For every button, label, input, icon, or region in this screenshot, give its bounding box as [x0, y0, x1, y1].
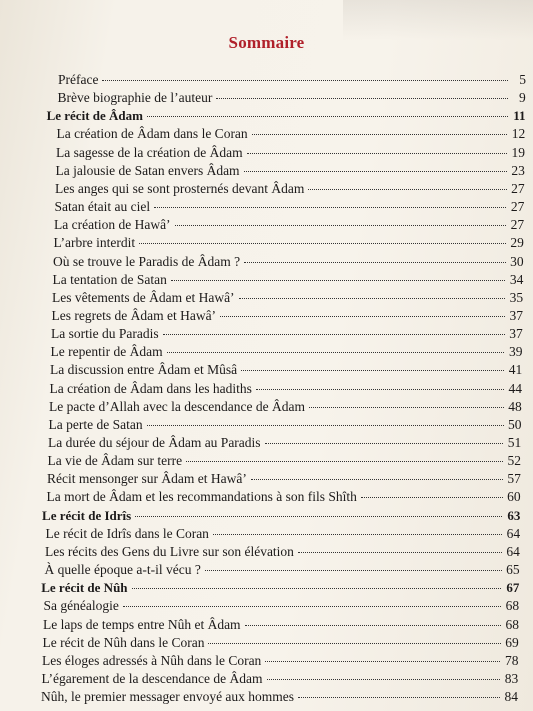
toc-entry-label: Nûh, le premier messager envoyé aux hommes	[41, 689, 295, 705]
dot-leader	[123, 606, 501, 607]
dot-leader	[102, 80, 508, 81]
toc-entry-label: Le pacte d’Allah avec la descendance de Âdam	[49, 398, 305, 414]
toc-entry-label: La perte de Satan	[48, 416, 143, 432]
dot-leader	[147, 116, 508, 117]
dot-leader	[213, 534, 502, 535]
toc-entry-label: La vie de Âdam sur terre	[47, 453, 183, 469]
toc-page-number: 68	[505, 616, 519, 632]
toc-page-number: 5	[519, 72, 526, 87]
toc-entry-label: Préface	[58, 72, 99, 87]
toc-page-number: 11	[513, 108, 526, 124]
dot-leader	[244, 262, 506, 263]
dot-leader	[208, 643, 500, 644]
toc-page-number: 39	[508, 344, 523, 360]
dot-leader	[163, 334, 505, 335]
toc-page-number: 64	[506, 543, 520, 559]
toc-entry-label: La durée du séjour de Âdam au Paradis	[48, 435, 261, 450]
toc-item	[48, 453, 522, 471]
toc-page-number: 50	[508, 416, 522, 432]
dot-leader	[186, 461, 503, 462]
toc-entry-label: Récit mensonger sur Âdam et Hawâ’	[47, 471, 247, 487]
toc-entry-label: Où se trouve le Paradis de Âdam ?	[53, 253, 241, 269]
toc-page-number: 35	[509, 289, 524, 305]
toc-entry-label: Les récits des Gens du Livre sur son élévation	[45, 543, 294, 559]
toc-item	[48, 435, 521, 453]
toc-entry-label: La discussion entre Âdam et Mûsâ	[50, 362, 238, 378]
dot-leader	[267, 679, 501, 680]
toc-page-number: 57	[507, 471, 521, 487]
toc-page-number: 19	[511, 144, 526, 160]
dot-leader	[154, 207, 506, 208]
toc-item	[52, 308, 523, 326]
toc-item	[58, 90, 526, 108]
toc-entry-label: Sa généalogie	[43, 598, 119, 614]
toc-item	[55, 181, 525, 199]
toc-entry-label: Les regrets de Âdam et Hawâ’	[51, 307, 217, 323]
dot-leader	[239, 298, 506, 299]
toc-page-number: 65	[506, 562, 520, 578]
toc-entry-label: Le récit de Idrîs	[42, 507, 132, 523]
toc-page-number: 68	[505, 598, 520, 614]
dot-leader	[167, 352, 505, 353]
toc-item	[51, 344, 523, 362]
dot-leader	[309, 407, 504, 408]
toc-item	[58, 72, 526, 90]
dot-leader	[244, 171, 507, 172]
dot-leader	[220, 316, 505, 317]
toc-item	[51, 326, 523, 344]
dot-leader	[252, 134, 508, 135]
toc-entry-label: La création de Hawâ’	[54, 217, 171, 233]
toc-item	[41, 689, 518, 707]
toc-page-number: 9	[519, 90, 526, 106]
dot-leader	[132, 588, 502, 589]
toc-entry-label: L’arbre interdit	[53, 235, 136, 251]
toc-page-number: 23	[511, 162, 525, 178]
dot-leader	[265, 443, 504, 444]
toc-item	[47, 489, 521, 507]
toc-entry-label: Les vêtements de Âdam et Hawâ’	[52, 289, 235, 305]
dot-leader	[256, 389, 504, 390]
dot-leader	[308, 189, 506, 190]
toc-entry-label: L’égarement de la descendance de Âdam	[41, 670, 263, 686]
dot-leader	[139, 243, 506, 244]
toc-item	[47, 471, 521, 489]
toc-page-number: 78	[504, 652, 519, 668]
toc-page-number: 63	[507, 507, 521, 523]
dot-leader	[298, 697, 500, 698]
toc-page-number: 30	[510, 253, 524, 269]
toc-page-number: 44	[508, 380, 522, 396]
toc-entry-label: Le récit de Âdam	[46, 108, 143, 124]
toc-item	[42, 653, 518, 671]
toc-entry-label: La tentation de Satan	[52, 271, 167, 287]
toc-item	[45, 562, 520, 580]
toc-entry-label: La création de Âdam dans les hadiths	[49, 380, 252, 396]
toc-page-number: 12	[511, 126, 526, 142]
toc-item	[55, 199, 525, 217]
toc-item	[57, 126, 526, 144]
dot-leader	[265, 661, 500, 662]
toc-item	[56, 145, 525, 163]
toc-page-number: 37	[509, 326, 523, 342]
dot-leader	[171, 280, 506, 281]
toc-item	[49, 399, 522, 417]
toc-entry-label: Brève biographie de l’auteur	[57, 90, 213, 106]
toc-page-number: 67	[506, 580, 520, 596]
toc-item	[43, 617, 519, 635]
dot-leader	[241, 370, 504, 371]
toc-page-number: 51	[507, 435, 522, 450]
toc-item	[53, 254, 524, 272]
toc-page-number: 27	[510, 217, 525, 233]
toc-entry-label: Satan était au ciel	[54, 199, 151, 215]
toc-page-number: 64	[506, 525, 521, 541]
dot-leader	[147, 425, 504, 426]
toc-item	[54, 235, 524, 253]
toc-page-number: 41	[508, 362, 523, 378]
toc-page-number: 60	[507, 489, 521, 505]
dot-leader	[245, 625, 501, 626]
dot-leader	[298, 552, 502, 553]
toc-item	[43, 635, 519, 653]
toc-page-number: 27	[511, 180, 525, 196]
toc-section	[47, 108, 526, 126]
toc-entry-label: Le récit de Nûh	[41, 580, 128, 596]
toc-entry-label: À quelle époque a-t-il vécu ?	[44, 562, 201, 578]
toc-entry-label: La création de Âdam dans le Coran	[56, 126, 248, 142]
dot-leader	[251, 479, 503, 480]
toc-item	[45, 544, 520, 562]
toc-item	[46, 526, 521, 544]
dot-leader	[247, 153, 507, 154]
toc-entry-label: La mort de Âdam et les recommandations à son fils Shîth	[46, 489, 357, 505]
toc-page-number: 84	[504, 689, 518, 705]
toc-page-number: 27	[510, 199, 525, 215]
toc-item	[53, 272, 524, 290]
toc-section	[41, 580, 519, 598]
toc-entry-label: Le récit de Idrîs dans le Coran	[45, 525, 209, 541]
toc-item	[42, 671, 519, 689]
dot-leader	[135, 516, 502, 517]
toc-item	[56, 163, 525, 181]
toc-entry-label: La sagesse de la création de Âdam	[56, 144, 243, 160]
toc-entry-label: La sortie du Paradis	[51, 326, 159, 342]
toc-item	[49, 417, 522, 435]
toc-item	[50, 381, 523, 399]
dot-leader	[216, 98, 507, 99]
toc-item	[50, 362, 522, 380]
toc-page-number: 48	[508, 398, 522, 414]
dot-leader	[175, 225, 507, 226]
toc-item	[52, 290, 523, 308]
toc-page-number: 29	[510, 235, 524, 251]
toc-page-number: 37	[509, 307, 523, 323]
toc-item	[44, 598, 520, 616]
toc-page-number: 34	[509, 271, 524, 287]
toc-page-number: 52	[507, 453, 522, 469]
toc-page-number: 83	[504, 670, 519, 686]
toc-entry-label: La jalousie de Satan envers Âdam	[55, 162, 240, 178]
dot-leader	[205, 570, 502, 571]
toc-section	[42, 508, 520, 526]
toc-entry-label: Le laps de temps entre Nûh et Âdam	[43, 616, 241, 632]
toc-item	[54, 217, 524, 235]
toc-entry-label: Le repentir de Âdam	[50, 344, 163, 360]
toc-page-number: 69	[505, 634, 519, 650]
toc-entry-label: Le récit de Nûh dans le Coran	[42, 634, 205, 650]
dot-leader	[361, 497, 503, 498]
page-title: Sommaire	[228, 33, 305, 52]
toc-entry-label: Les anges qui se sont prosternés devant Âdam	[55, 180, 305, 196]
toc-entry-label: Les éloges adressés à Nûh dans le Coran	[42, 652, 262, 668]
